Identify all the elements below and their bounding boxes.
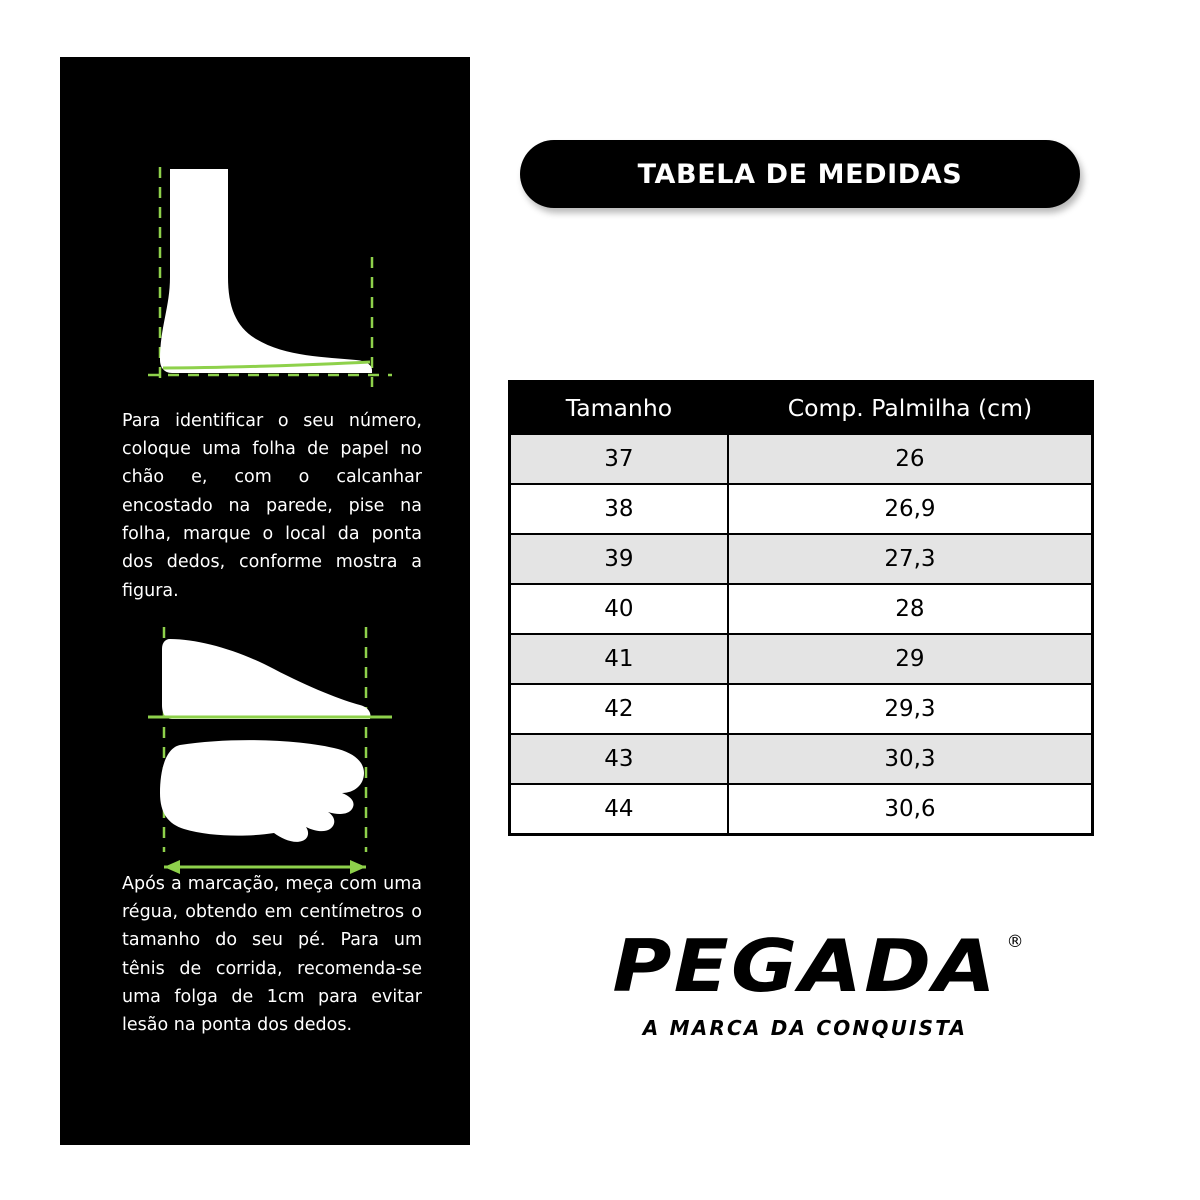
foot-measure-diagram: [60, 617, 470, 907]
table-cell-size: 43: [510, 734, 728, 784]
table-cell-size: 42: [510, 684, 728, 734]
foot-silhouette-side: [160, 169, 372, 373]
table-header-row: [510, 382, 1093, 435]
brand-logo: [560, 924, 1050, 1040]
table-header-cell: Tamanho: [510, 382, 728, 435]
size-table: [508, 380, 1094, 836]
size-table-body: [510, 434, 1093, 835]
foot-silhouette-top: [160, 740, 364, 842]
registered-trademark-icon: ®: [1006, 932, 1026, 952]
brand-name-text: PEGADA: [612, 924, 998, 1008]
foot-side-view-diagram: [60, 157, 470, 437]
table-cell-size: 39: [510, 534, 728, 584]
size-table-head: [510, 382, 1093, 435]
table-cell-insole: 27,3: [728, 534, 1093, 584]
table-cell-size: 41: [510, 634, 728, 684]
table-cell-insole: 30,6: [728, 784, 1093, 835]
table-cell-size: 38: [510, 484, 728, 534]
table-row: [510, 584, 1093, 634]
table-cell-size: 40: [510, 584, 728, 634]
page-title: [520, 140, 1080, 208]
instruction-text-1: Para identificar o seu número, coloque uma folha de papel no chão e, com o calcanhar encostado na parede, pise na folha, marque o local da ponta dos dedos, conforme mostra a figura.: [122, 410, 422, 601]
table-row: [510, 484, 1093, 534]
table-row: [510, 684, 1093, 734]
table-row: [510, 784, 1093, 835]
table-cell-insole: 26: [728, 434, 1093, 484]
foot-silhouette-side-2: [162, 639, 371, 719]
table-row: [510, 734, 1093, 784]
table-cell-insole: 29,3: [728, 684, 1093, 734]
table-cell-insole: 26,9: [728, 484, 1093, 534]
table-cell-insole: 30,3: [728, 734, 1093, 784]
table-row: [510, 434, 1093, 484]
table-row: [510, 634, 1093, 684]
table-header-cell: Comp. Palmilha (cm): [728, 382, 1093, 435]
instructions-panel: [60, 57, 470, 1145]
brand-tagline: A MARCA DA CONQUISTA: [642, 1016, 968, 1040]
instruction-text-2: Após a marcação, meça com uma régua, obtendo em centímetros o tamanho do seu pé. Para um tênis de corrida, recomenda-se uma folga de 1cm para evitar lesão na ponta dos dedos.: [122, 873, 422, 1036]
table-cell-insole: 29: [728, 634, 1093, 684]
page-title-text: TABELA DE MEDIDAS: [637, 158, 963, 190]
table-cell-size: 37: [510, 434, 728, 484]
table-cell-insole: 28: [728, 584, 1093, 634]
table-cell-size: 44: [510, 784, 728, 835]
brand-name: [612, 924, 1026, 1008]
table-row: [510, 534, 1093, 584]
